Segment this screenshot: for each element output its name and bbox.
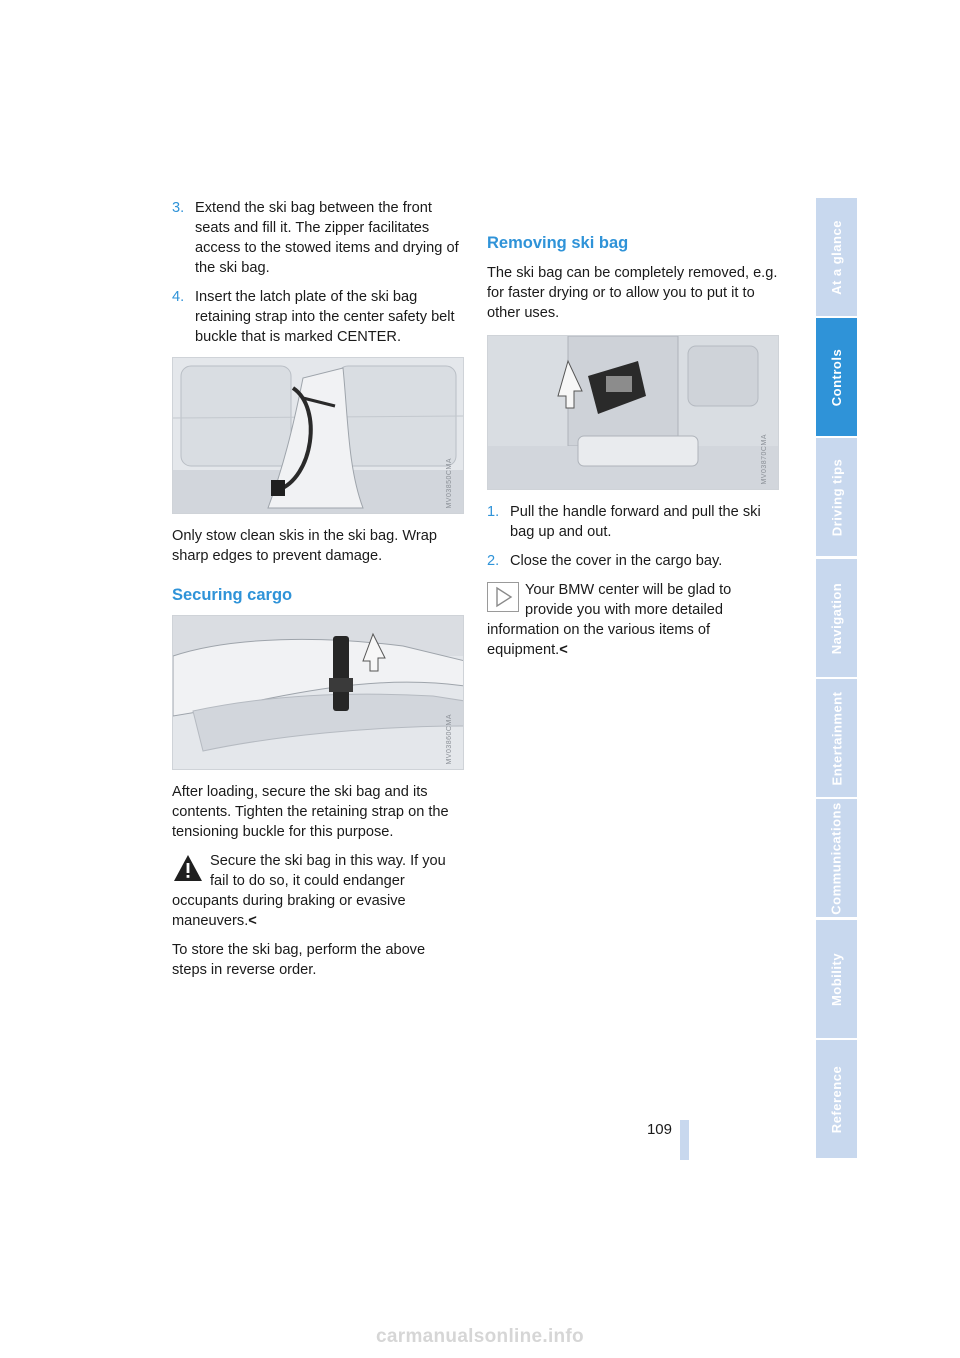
step-2 [487,551,779,571]
step-1 [487,502,779,542]
removing-ski-bag-illustration [488,336,779,490]
tab-label: At a glance [829,219,845,295]
end-marker: < [248,913,257,929]
left-column [172,198,464,989]
tab-mobility[interactable] [816,920,857,1038]
figure-code: MV03860CMA [446,714,453,765]
tab-label: Controls [829,348,845,406]
step-3 [172,198,464,278]
warning-text: Secure the ski bag in this way. If you fail to do so, it could endanger occupants during braking or evasive maneuvers. [172,853,446,929]
paragraph-after-loading: After loading, secure the ski bag and its contents. Tighten the retaining strap on the tensioning buckle for this purpose. [172,784,449,840]
step-number: 2. [487,553,500,569]
step-text: Extend the ski bag between the front seats and fill it. The zipper facilitates access to the stowed items and drying of the ski bag. [195,200,459,276]
right-column [487,232,779,669]
figure-code: MV03870CMA [761,434,768,485]
page-number-bar [680,1120,689,1160]
figure-removing-ski-bag [487,335,779,490]
step-number: 4. [172,289,185,305]
securing-cargo-illustration [173,616,464,770]
paragraph-removing: The ski bag can be completely removed, e.g. for faster drying or to allow you to put it to other uses. [487,265,778,321]
step-number: 3. [172,200,185,216]
paragraph-store: To store the ski bag, perform the above steps in reverse order. [172,942,426,978]
tab-driving-tips[interactable] [816,438,857,556]
figure-code: MV03850CMA [446,458,453,509]
paragraph-stow: Only stow clean skis in the ski bag. Wrap sharp edges to prevent damage. [172,528,437,564]
tab-controls[interactable] [816,318,857,436]
tab-navigation[interactable] [816,559,857,677]
tab-label: Reference [829,1065,844,1133]
figure-securing-cargo [172,615,464,770]
step-text: Close the cover in the cargo bay. [510,553,723,569]
step-text: Pull the handle forward and pull the ski bag up and out. [510,504,761,540]
end-marker: < [559,642,568,658]
warning-note [172,851,464,931]
page-number: 109 [646,1121,672,1138]
tab-label: Entertainment [829,691,844,785]
tab-communications[interactable] [816,799,857,917]
tab-label: Communications [829,801,844,915]
heading-securing-cargo: Securing cargo [172,586,293,604]
info-text: Your BMW center will be glad to provide you with more detailed information on the various items of equipment. [487,582,732,658]
step-text: Insert the latch plate of the ski bag retaining strap into the center safety belt buckle that is marked CENTER. [195,289,455,345]
figure-ski-bag-strap [172,357,464,514]
info-note [487,580,779,660]
tab-entertainment[interactable] [816,679,857,797]
ski-bag-strap-illustration [173,358,464,514]
tab-at-a-glance[interactable] [816,198,857,316]
step-4 [172,287,464,347]
heading-removing-ski-bag: Removing ski bag [487,234,629,252]
tab-label: Driving tips [829,458,845,536]
chapter-sidebar [816,198,857,1160]
warning-icon [172,853,204,883]
tab-label: Mobility [829,952,845,1006]
step-number: 1. [487,504,500,520]
tab-label: Navigation [829,582,844,654]
play-triangle-icon [487,582,519,612]
watermark: carmanualsonline.info [376,1326,584,1347]
tab-reference[interactable] [816,1040,857,1158]
